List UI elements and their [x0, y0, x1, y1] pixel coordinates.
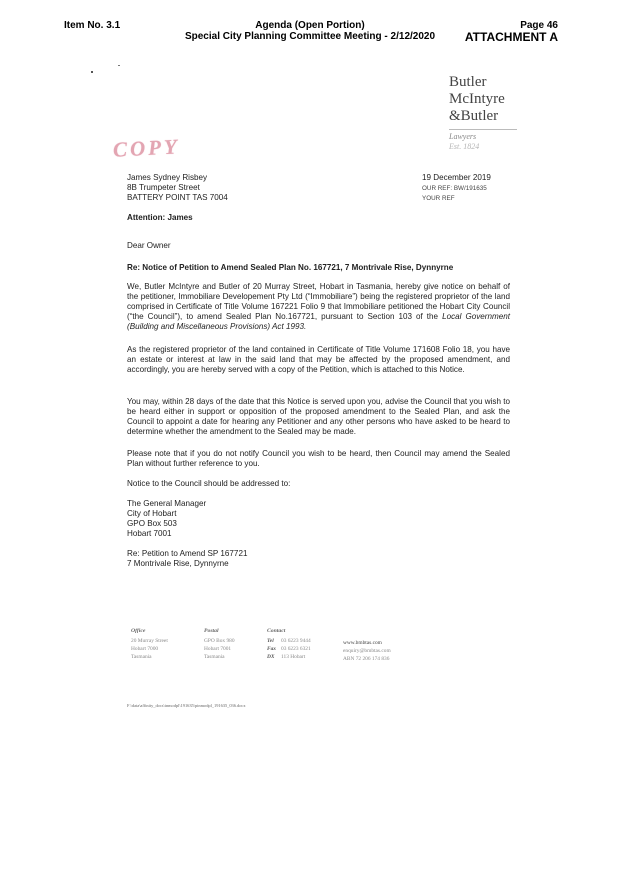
page-number: Page 46	[520, 20, 558, 31]
meeting-title: Special City Planning Committee Meeting - 2/12/2020	[184, 31, 436, 42]
council-line-4: Hobart 7001	[127, 529, 172, 538]
footer-contact	[267, 628, 311, 661]
logo-line-2: McIntyre	[449, 91, 505, 107]
firm-logo	[449, 74, 517, 152]
footer-office-line: 20 Murray Street	[131, 638, 168, 644]
council-line-3: GPO Box 503	[127, 519, 177, 528]
paragraph-3: You may, within 28 days of the date that this Notice is served upon you, advise the Council that you wish to be heard either in support or opposition of the proposed amendment to the Sealed Plan, and ask the Council to appoint a date for hearing any Petitioner and any other persons who have asked to be heard to determine whether the amendment to the Sealed may be made.	[127, 397, 510, 436]
salutation: Dear Owner	[127, 241, 171, 250]
paragraph-5: Notice to the Council should be addressed to:	[127, 479, 291, 488]
recipient-name: James Sydney Risbey	[127, 173, 208, 182]
fax-value: 03 6223 6321	[281, 646, 311, 652]
recipient-suburb: BATTERY POINT TAS 7004	[127, 193, 228, 202]
scan-speck	[118, 65, 120, 66]
attention-line: Attention: James	[127, 213, 193, 222]
recipient-address	[127, 173, 228, 203]
copy-stamp: COPY	[112, 134, 181, 162]
paragraph-4: Please note that if you do not notify Council you wish to be heard, then Council may amend the Sealed Plan without further reference to you.	[127, 449, 510, 468]
footer-contact-heading: Contact	[267, 628, 286, 634]
footer-abn: ABN 72 206 174 836	[343, 656, 390, 662]
council-address	[127, 499, 206, 539]
footer-office-line: Hobart 7000	[131, 646, 159, 652]
logo-line-1: Butler	[449, 74, 487, 90]
tel-value: 03 6223 9444	[281, 638, 311, 644]
paragraph-2: As the registered proprietor of the land contained in Certificate of Title Volume 171608 Folio 18, you have an estate or interest at law in the said land that may be affected by the proposed amendment, and accordingly, you are hereby served with a copy of the Petition, which is attached to this Notice.	[127, 345, 510, 374]
footer-office-heading: Office	[131, 628, 146, 634]
logo-divider	[449, 129, 517, 130]
dx-value: 113 Hobart	[281, 654, 306, 660]
re-line-1: Re: Petition to Amend SP 167721	[127, 549, 248, 558]
footer-contact-row	[267, 645, 311, 653]
footer-website[interactable]: www.bmbtas.com	[343, 640, 382, 646]
re-line-2: 7 Montrivale Rise, Dynnyrne	[127, 559, 229, 568]
paragraph-1-text: We, Butler McIntyre and Butler of 20 Murray Street, Hobart in Tasmania, hereby give notice on behalf of the petitioner, Immobiliare Developement Pty Ltd (“Immobiliare”) being the registered proprietor of the land comprised in Certificate of Title Volume 167221 Folio 9 that Immobiliare petitioned the Hobart City Council (“the Council”), to amend Sealed Plan No.167721, pursuant to Section 103 of the	[127, 282, 510, 321]
footer-web	[343, 639, 391, 663]
logo-lawyers: Lawyers	[449, 132, 477, 141]
paragraph-1	[127, 282, 510, 332]
fax-label: Fax	[267, 646, 276, 652]
attachment-label: ATTACHMENT A	[464, 30, 558, 44]
your-ref: YOUR REF	[422, 195, 455, 202]
footer-postal	[204, 628, 235, 661]
tel-label: Tel	[267, 638, 274, 644]
dx-label: DX	[267, 654, 275, 660]
item-number: Item No. 3.1	[64, 20, 121, 31]
footer-email[interactable]: enquiry@bmbtas.com	[343, 648, 391, 654]
footer-postal-heading: Postal	[204, 628, 219, 634]
letter-date: 19 December 2019	[422, 173, 491, 182]
act-name: Local Government (Building and Miscellaneous Provisions) Act 1993.	[127, 311, 510, 331]
footer-postal-line: Tasmania	[204, 654, 225, 660]
subject-line: Re: Notice of Petition to Amend Sealed Plan No. 167721, 7 Montrivale Rise, Dynnyrne	[127, 263, 454, 272]
footer-contact-row	[267, 653, 311, 661]
letter-meta	[422, 173, 491, 203]
footer-postal-line: Hobart 7001	[204, 646, 232, 652]
file-path: F:\data\affinity_docs\inmodpl\191635\pinmodpl_191635_036.docx	[127, 703, 246, 708]
our-ref: OUR REF: BW/191635	[422, 185, 487, 192]
logo-line-3: &Butler	[449, 108, 499, 124]
re-block	[127, 549, 247, 569]
logo-established: Est. 1824	[449, 142, 480, 151]
footer-postal-line: GPO Box 980	[204, 638, 235, 644]
council-line-2: City of Hobart	[127, 509, 177, 518]
footer-contact-row	[267, 637, 311, 645]
footer-office	[131, 628, 168, 661]
council-line-1: The General Manager	[127, 499, 207, 508]
recipient-street: 8B Trumpeter Street	[127, 183, 200, 192]
footer-office-line: Tasmania	[131, 654, 152, 660]
agenda-title: Agenda (Open Portion)	[255, 20, 365, 31]
scan-speck	[91, 71, 93, 73]
